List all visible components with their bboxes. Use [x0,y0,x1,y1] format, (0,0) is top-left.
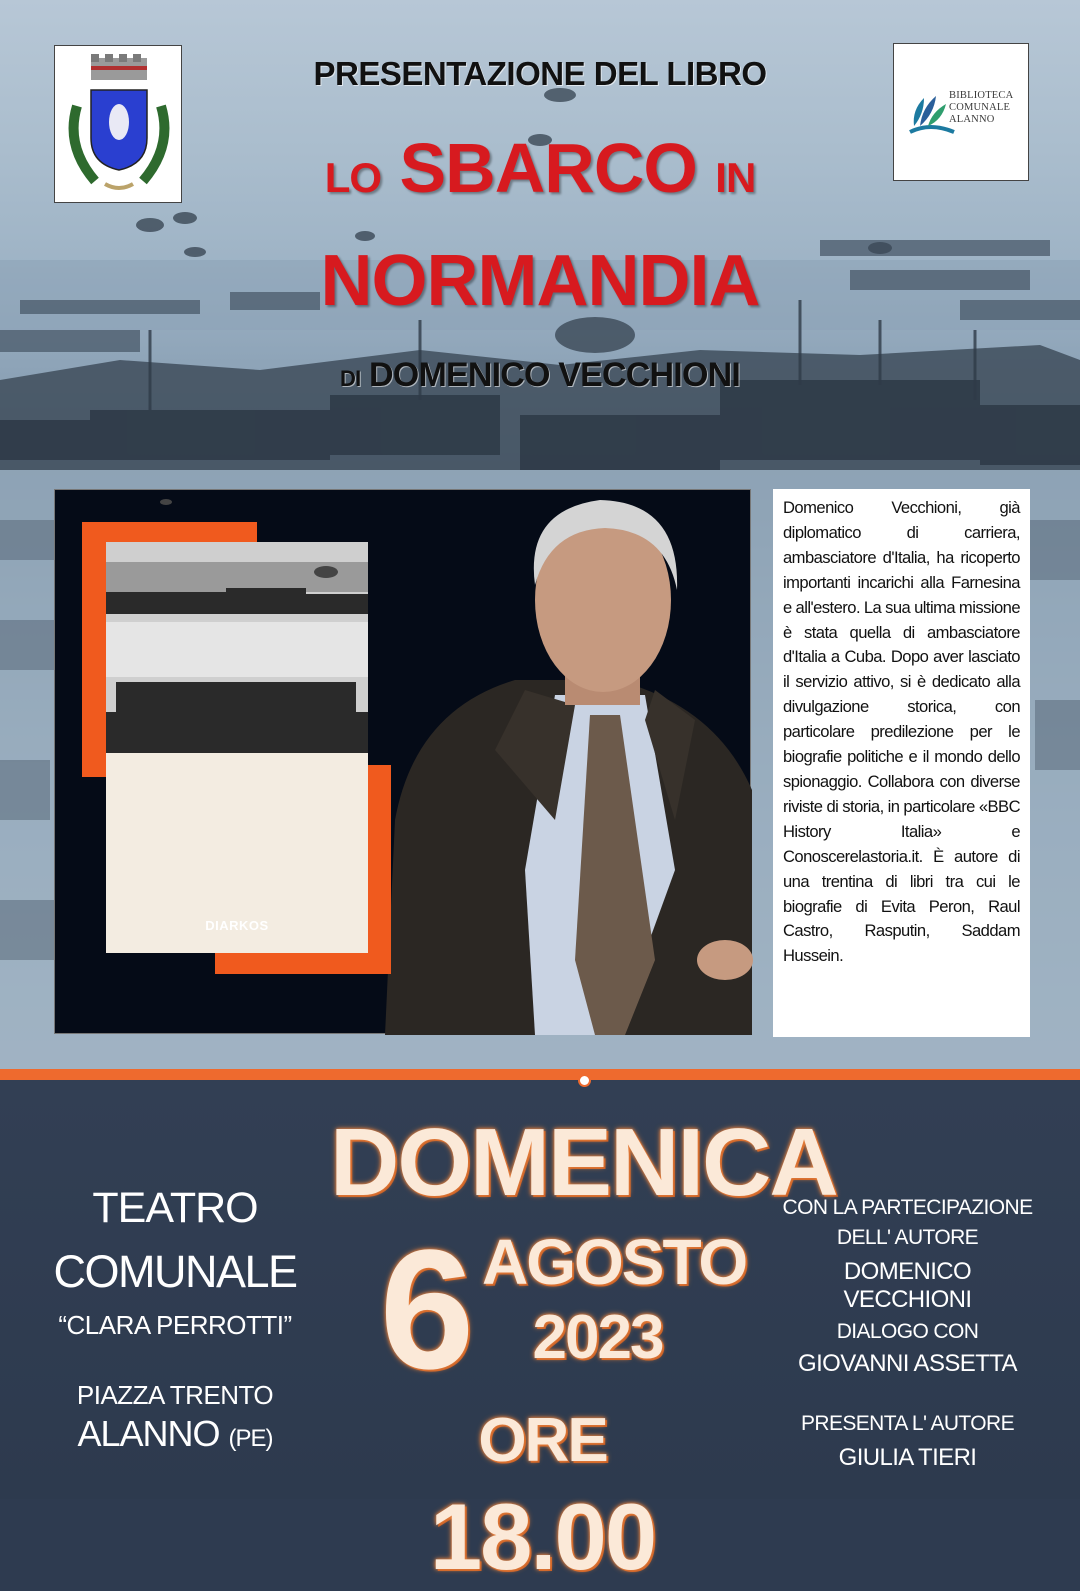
library-name-line3: ALANNO [949,114,995,125]
venue-address: PIAZZA TRENTO [76,1380,274,1410]
author-and-book-photo [54,489,751,1034]
venue-name: “CLARA PERROTTI” [58,1310,292,1340]
event-year: 2023 [532,1303,663,1372]
event-month: AGOSTO [482,1226,747,1298]
book-cover-beach-photo [106,542,368,753]
event-time [370,1375,715,1591]
dialogo-label: DIALOGO CON [836,1320,979,1343]
title-word-lo: LO [324,154,382,201]
divider-dot [578,1074,591,1087]
venue-province: (PE) [228,1425,273,1452]
library-name-line2: COMUNALE [949,102,1011,113]
title-word-in: IN [715,154,756,201]
author-line [0,356,1080,395]
event-type-heading: PRESENTAZIONE DEL LIBRO [313,55,767,92]
author-biography-text: Domenico Vecchioni, già diplomatico di carriera, ambasciatore d'Italia, ha ricoperto importanti incarichi alla Farnesina e all'estero. La sua ultima missione è stata quella di ambasciatore d'Italia a Cuba. Dopo aver lasciato il servizio attivo, si è dedicato alla divulgazione storica, con particolare predilezione per le biografie politiche e il mondo dello spionaggio. Collabora con diverse riviste di storia, in particolare «BBC History Italia» e Conoscerelastoria.it. È autore di una trentina di libri tra cui le biografie di Evita Peron, Raul Castro, Rasputin, Saddam Hussein. [783,498,1020,966]
book-publisher: DIARKOS [205,918,269,933]
participation-line1: CON LA PARTECIPAZIONE [782,1196,1033,1219]
author-name: DOMENICO VECCHIONI [369,356,741,394]
presenta-name: GIULIA TIERI [838,1444,977,1471]
book-title-line1 [0,128,1080,208]
author-biography-box [773,489,1030,1037]
event-time-value: 18.00 [429,1484,656,1589]
book-cover [106,542,368,953]
venue-line1: TEATRO [92,1184,258,1232]
author-prefix: DI [339,366,361,391]
event-weekday: DOMENICA [330,1109,837,1216]
venue-city [40,1413,310,1455]
participation-line2: DELL' AUTORE [836,1226,979,1249]
title-word-sbarco: SBARCO [399,129,697,207]
book-title-line2: NORMANDIA [320,241,760,321]
section-divider-line [0,1069,1080,1080]
library-name-line1: BIBLIOTECA [949,90,1014,101]
presenta-label: PRESENTA L' AUTORE [800,1412,1014,1435]
dialogo-name: GIOVANNI ASSETTA [798,1350,1017,1377]
participation-author: DOMENICO VECCHIONI [843,1258,972,1313]
event-time-label: ORE [478,1406,607,1475]
event-day: 6 [379,1215,471,1405]
venue-city-name: ALANNO [77,1413,220,1454]
venue-line2: COMUNALE [53,1246,297,1297]
